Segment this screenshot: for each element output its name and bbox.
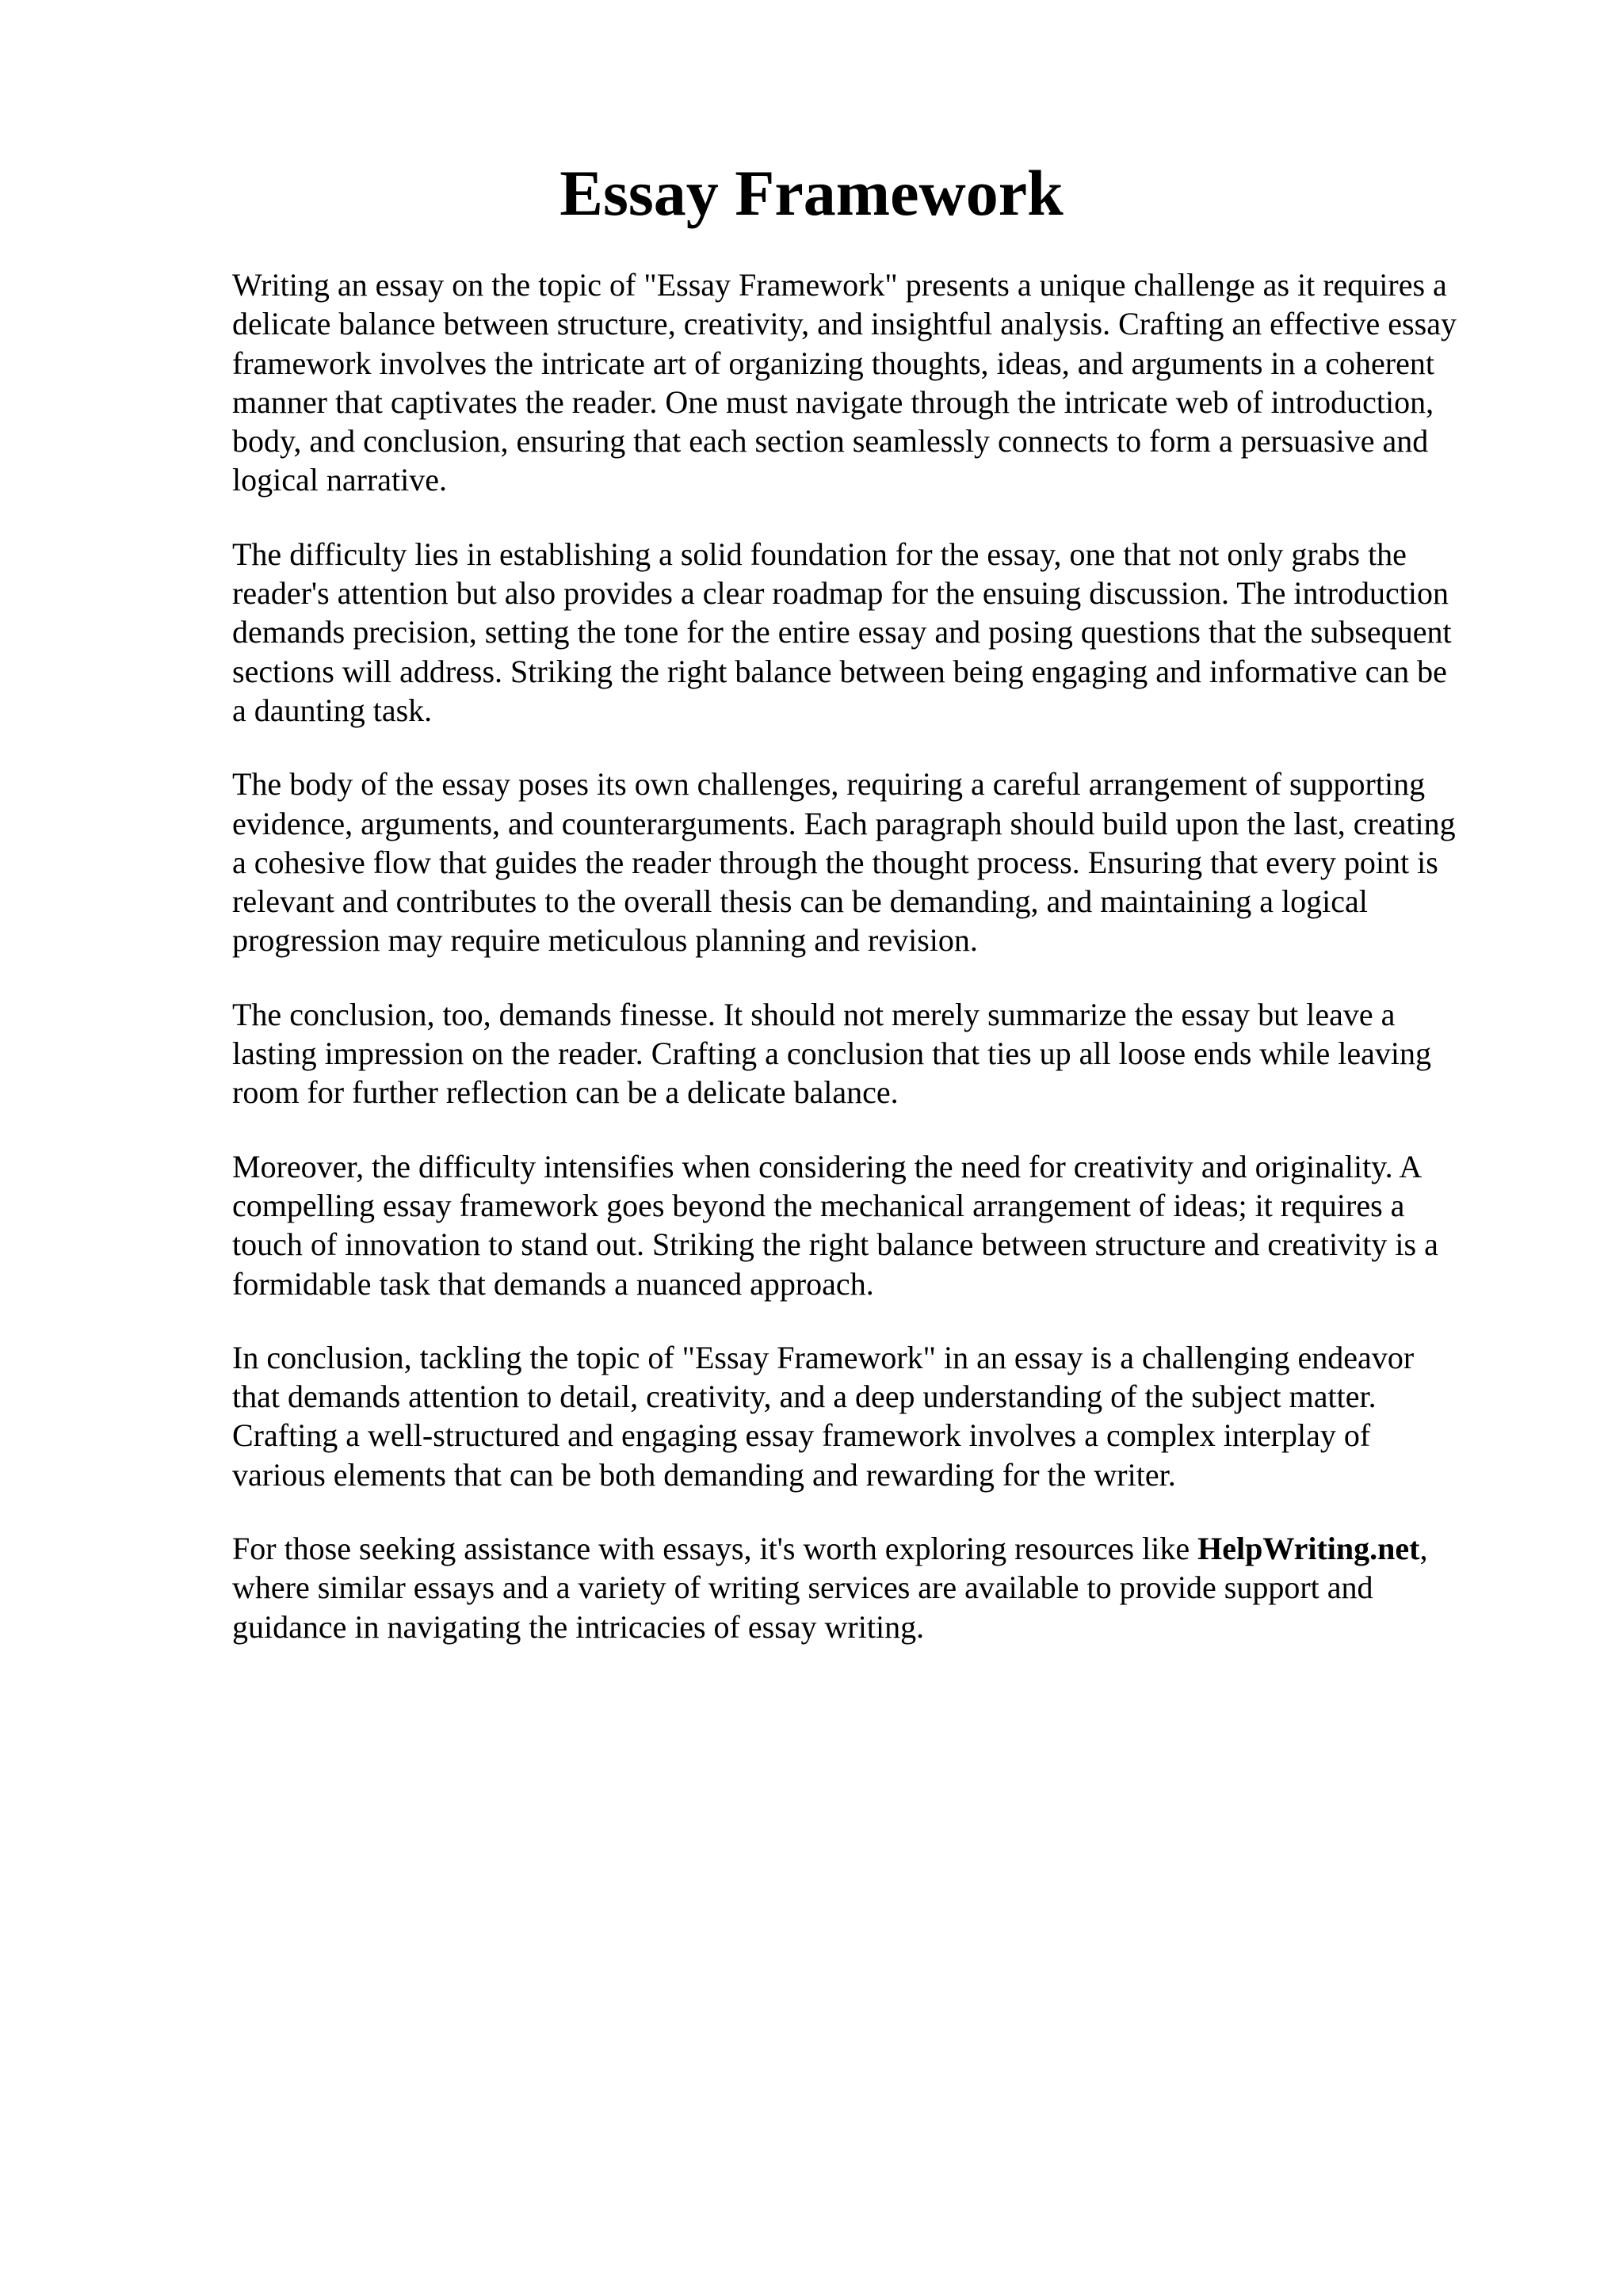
paragraph-line: that demands attention to detail, creativity, and a deep understanding of the subject matter. <box>232 1379 1377 1415</box>
closing-punctuation: , <box>1419 1531 1428 1567</box>
closing-text: For those seeking assistance with essays, it's worth exploring resources like <box>232 1531 1198 1567</box>
paragraph-line: progression may require meticulous planning and revision. <box>232 922 978 959</box>
paragraph-line <box>232 1529 1532 1568</box>
paragraph-line: various elements that can be both demanding and rewarding for the writer. <box>232 1456 1176 1493</box>
paragraph-line: body, and conclusion, ensuring that each section seamlessly connects to form a persuasive and <box>232 423 1429 460</box>
paragraph-line: manner that captivates the reader. One must navigate through the intricate web of introduction, <box>232 383 1434 420</box>
brand-name: HelpWriting.net <box>1197 1531 1420 1567</box>
paragraph-line: The difficulty lies in establishing a solid foundation for the essay, one that not only grabs the <box>232 536 1407 572</box>
paragraph-line: touch of innovation to stand out. Striking the right balance between structure and creativity is a <box>232 1226 1438 1263</box>
closing-paragraph <box>232 1529 1532 1646</box>
paragraph-1 <box>232 265 1532 500</box>
paragraph-line: Moreover, the difficulty intensifies when considering the need for creativity and originality. A <box>232 1148 1423 1184</box>
paragraph-line: reader's attention but also provides a clear roadmap for the ensuing discussion. The introduction <box>232 575 1449 612</box>
paragraph-line: guidance in navigating the intricacies of essay writing. <box>232 1608 925 1645</box>
paragraph-line: delicate balance between structure, creativity, and insightful analysis. Crafting an effective essay <box>232 306 1457 342</box>
paragraph-line: framework involves the intricate art of organizing thoughts, ideas, and arguments in a coherent <box>232 345 1434 381</box>
paragraph-line: logical narrative. <box>232 462 447 498</box>
paragraph-3 <box>232 765 1532 959</box>
paragraph-line: evidence, arguments, and counterarguments. Each paragraph should build upon the last, creating <box>232 805 1456 841</box>
paragraph-line: The body of the essay poses its own challenges, requiring a careful arrangement of supporting <box>232 766 1426 803</box>
paragraph-line: formidable task that demands a nuanced approach. <box>232 1265 874 1302</box>
paragraph-line: lasting impression on the reader. Crafting a conclusion that ties up all loose ends while leaving <box>232 1035 1431 1072</box>
paragraph-line: room for further reflection can be a delicate balance. <box>232 1074 899 1111</box>
paragraph-line: In conclusion, tackling the topic of "Essay Framework" in an essay is a challenging endeavor <box>232 1339 1415 1375</box>
page-title: Essay Framework <box>559 157 1064 229</box>
paragraph-2 <box>232 535 1532 730</box>
paragraph-line: relevant and contributes to the overall thesis can be demanding, and maintaining a logical <box>232 883 1368 920</box>
paragraph-4 <box>232 995 1532 1112</box>
paragraph-line: The conclusion, too, demands finesse. It should not merely summarize the essay but leave a <box>232 996 1396 1032</box>
paragraph-line: where similar essays and a variety of writing services are available to provide support and <box>232 1569 1373 1606</box>
paragraph-line: Writing an essay on the topic of "Essay Framework" presents a unique challenge as it requires a <box>232 267 1447 303</box>
paragraph-line: Crafting a well-structured and engaging essay framework involves a complex interplay of <box>232 1417 1371 1454</box>
paragraph-line: a cohesive flow that guides the reader through the thought process. Ensuring that every point is <box>232 844 1438 880</box>
paragraph-line: demands precision, setting the tone for the entire essay and posing questions that the subsequent <box>232 614 1452 650</box>
paragraph-line: sections will address. Striking the right balance between being engaging and informative can be <box>232 653 1447 689</box>
paragraph-line: a daunting task. <box>232 692 433 728</box>
paragraph-6 <box>232 1338 1532 1494</box>
paragraph-line: compelling essay framework goes beyond the mechanical arrangement of ideas; it requires a <box>232 1187 1405 1223</box>
document-body <box>232 265 1532 1681</box>
paragraph-5 <box>232 1147 1532 1303</box>
